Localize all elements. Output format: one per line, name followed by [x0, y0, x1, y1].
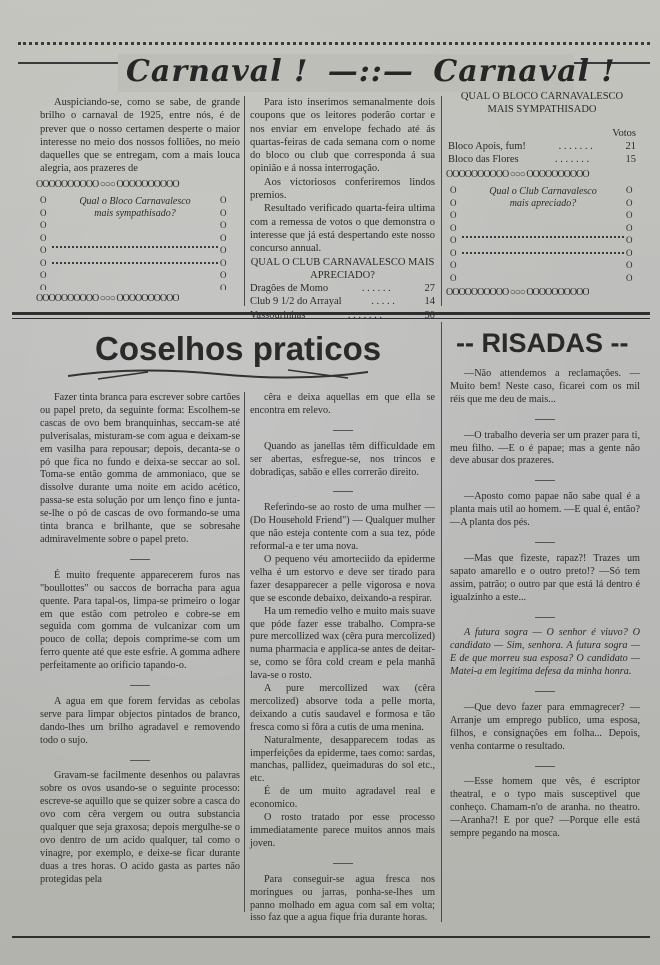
joke-separator — [450, 684, 640, 697]
paragraph-separator — [40, 753, 240, 766]
club-score-name: Dragões de Momo — [250, 283, 329, 295]
column-divider-4 — [441, 322, 442, 922]
carnaval-heading — [118, 54, 616, 92]
bloco-score-votes: 15 — [625, 154, 636, 166]
joke-item: —O trabalho deveria ser um prazer para ti, meu filho. —E o é papae; mas a gente não deve abusar dos prazeres. — [450, 429, 640, 467]
club-score-dots: . . . . . . — [361, 283, 391, 295]
votes-label: Votos — [612, 127, 636, 139]
tip-paragraph: Gravam-se facilmente desenhos ou palavras sobre os ovos usando-se o seguinte processo: escreve-se aquillo que se quizer sobre a casca do ovo com cêra vergem ou outra substancia qualquer que seja graxosa; depois mergulhe-se o ovo dentro de um acido qualquer, tal como o vinagre, por exemplo, e deixe-se ficar durante duas a tres horas. O acido gasta as partes não protegidas pela — [40, 770, 240, 885]
coupon-question — [462, 186, 624, 210]
paragraph-separator — [40, 678, 240, 691]
carnaval-title-right: Carnaval ! — [433, 54, 616, 89]
tip-paragraph: Ha um remedio velho e muito mais suave que póde fazer esse trabalho. Compra-se pure mercollized wax (cêra pura mercolized) numa pharmacia e applica-se antes de deitar-se, como se fôra cold cream e pela manhã lava-se o rosto. — [250, 605, 435, 682]
coupon-top-border: OOOOOOOOOO ○○○ OOOOOOOOOO — [36, 179, 179, 190]
bloco-score-name: Bloco Apois, fum! — [448, 140, 526, 152]
paragraph-separator — [250, 856, 435, 869]
coupon-top-border: OOOOOOOOOO ○○○ OOOOOOOOOO — [446, 169, 589, 180]
joke-item: —Mas que fizeste, rapaz?! Trazes um sapato amarello e o outro preto!? —Só tem assim, patrão; o outro par que está lá dentro é igualzinho a este... — [450, 552, 640, 603]
bloco-score-votes: 21 — [625, 140, 636, 152]
paragraph-separator — [40, 552, 240, 565]
coupon-question-line-1: Qual o Bloco Carnavalesco — [79, 196, 191, 207]
coupon-bottom-border: OOOOOOOOOO ○○○ OOOOOOOOOO — [446, 287, 589, 298]
joke-item: —Aposto como papae não sabe qual é a planta mais util ao homem. —E qual é, então? —A planta dos pés. — [450, 491, 640, 529]
title-swash-ornament — [58, 366, 378, 382]
carnaval-column-3 — [448, 90, 636, 166]
joke-item: —Não attendemos a reclamações. —Muito bem! Neste caso, ficarei com os mil réis que me deu de mais... — [450, 368, 640, 405]
coupon-left-border: O O O O O O O O — [40, 195, 47, 290]
tip-paragraph: Fazer tinta branca para escrever sobre cartões ou papel preto, da seguinte forma: Escolhem-se cascas de ovo bem branquinhas, seccam-se até pulverisalas, misturam-se com agua e deixam-se em vasilha para repousar; depois, decanta-se o pó que fica no fundo e deixa-se seccar ao sol. Toma-se então gomma de ammoniaco, que se dissolve durante uma noite em acido acético, passa-se esta solução por um lenço fino e junta-se-lhe o pó de cascas de ovo formando-se uma tinta branca e brilhante, que se sobresahe admiravelmente sobre o papel preto. — [40, 392, 240, 545]
tip-paragraph: Quando as janellas têm difficuldade em ser abertas, esfregue-se, nos trincos e dobradiças, sabão e elles correrão direito. — [250, 440, 435, 478]
coupon-answer-line-1[interactable] — [462, 236, 624, 238]
club-score-row — [250, 295, 435, 308]
coupon-question-line-1: Qual o Club Carnavalesco — [489, 186, 597, 197]
coupon-answer-line-1[interactable] — [52, 246, 218, 248]
joke-separator — [450, 610, 640, 623]
coselhos-praticos-heading: Coselhos praticos — [95, 330, 382, 367]
carnaval-intro: Auspiciando-se, como se sabe, de grande brilho o carnaval de 1925, entre nós, é de prever que o nosso certamen desperte o maior interesse no meio dos nossos folliões, no meio daquelles que se entregam, com a mais louca alegria, aos prazeres de — [40, 97, 240, 175]
coupon-right-border: O O O O O O O O — [626, 185, 633, 283]
contest-instructions: Para isto inserimos semanalmente dois coupons que os leitores poderão cortar e nos enviar em envelope fechado até ás quartas-feiras de cada semana com o nome do bloco ou club que corresponda á sua opinião e á nossa interrogação. — [250, 97, 435, 175]
bloco-score-dots: . . . . . . . — [558, 140, 593, 152]
contest-result-note: Resultado verificado quarta-feira ultima com a remessa de votos o que demonstra o interesse que já está despertando este nosso concurso annual. — [250, 203, 435, 255]
joke-item: —Que devo fazer para emmagrecer? —Arranje um emprego publico, uma esposa, filhos, e consignações em folha... Depois, venha contarme o resultado. — [450, 701, 640, 752]
joke-item: A futura sogra — O senhor é viuvo? O candidato — Sim, senhora. A futura sogra — E de que morreu sua esposa? O candidato — Matei-a em legitima defesa da minha honra. — [450, 627, 640, 678]
coselhos-column-left — [40, 392, 240, 887]
bloco-poll-heading: QUAL O BLOCO CARNAVALESCO MAIS SYMPATHISADO — [460, 91, 624, 116]
bloco-score-row — [448, 153, 636, 166]
paragraph-separator — [250, 423, 435, 436]
risadas-column — [450, 368, 640, 841]
section-divider-rule — [12, 312, 650, 315]
coupon-bottom-border: OOOOOOOOOO ○○○ OOOOOOOOOO — [36, 293, 179, 304]
tip-paragraph: É de um muito agradavel real e economico. — [250, 786, 435, 811]
club-score-name: Vassourinhas — [250, 309, 306, 321]
tip-paragraph: O pequeno véu amorteciido da epiderme velha é um estorvo e deve ser tirado para fazer desapparecer a pelle vigorosa e nova que se esconde debaixo, deixando-a respirar. — [250, 553, 435, 604]
bottom-rule — [12, 936, 650, 938]
tip-paragraph: Referindo-se ao rosto de uma mulher — (Do Household Friend") — Qualquer mulher que não esteja contente com a sua tez, póde reformal-a e ter uma nova. — [250, 502, 435, 553]
voting-coupon-club[interactable] — [446, 168, 640, 300]
column-divider-1 — [244, 96, 245, 306]
section-divider-rule-thin — [12, 318, 650, 319]
bloco-score-name: Bloco das Flores — [448, 154, 519, 166]
tip-paragraph: A pure mercollized wax (cêra mercolized) absorve toda a pelle morta, deixando a cutis saudavel e formosa e tão fresca como si fôra a cutis de uma menina. — [250, 683, 435, 733]
club-score-votes: 14 — [424, 296, 435, 308]
joke-separator — [450, 412, 640, 425]
carnaval-column-1 — [40, 96, 240, 176]
risadas-heading: -- RISADAS -- — [456, 328, 629, 358]
tip-paragraph: Para conseguir-se agua fresca nos moringues ou jarras, ponha-se-lhes um panno molhado em agua com sal em volta; isso faz que a agua fique fria durante horas. — [250, 873, 435, 924]
club-poll-heading: QUAL O CLUB CARNAVALESCO MAIS APRECIADO? — [250, 256, 435, 281]
coupon-answer-line-2[interactable] — [462, 252, 624, 254]
bloco-score-row — [448, 140, 636, 153]
club-score-row — [250, 309, 435, 322]
club-score-votes: 30 — [424, 309, 435, 321]
coupon-question — [52, 196, 218, 220]
contest-prizes: Aos victoriosos conferiremos lindos premios. — [250, 176, 435, 202]
coupon-left-border: O O O O O O O O — [450, 185, 457, 283]
top-dotted-border — [18, 42, 650, 49]
column-divider-3 — [244, 392, 245, 912]
bloco-score-dots: . . . . . . . — [554, 154, 590, 166]
coupon-question-line-2: mais apreciado? — [509, 198, 577, 209]
tip-paragraph: É muito frequente apparecerem furos nas "boullottes" ou saccos de borracha para agua quente. Para tapal-os, limpa-se primeiro o logar em que estão com petroleo e cobre-se em seguida com gomma de vulcanizar com um pouco de colla; depois comprime-se com um ferro quente até que este esfrie. A gomma adhere perfeitamente ao orificio tapando-o. — [40, 569, 240, 672]
coupon-question-line-2: mais sympathisado? — [94, 208, 176, 219]
voting-coupon-bloco[interactable] — [36, 178, 234, 306]
club-score-name: Club 9 1/2 do Arrayal — [250, 296, 342, 308]
tip-paragraph: O rosto tratado por esse processo immediatamente parece muitos annos mais joven. — [250, 812, 435, 849]
club-score-votes: 27 — [424, 283, 435, 295]
carnaval-title-separator: —::— — [327, 54, 414, 89]
club-score-dots: . . . . . — [371, 296, 395, 308]
joke-separator — [450, 535, 640, 548]
tip-paragraph: Naturalmente, desapparecem todas as imperfeições da epiderme, taes como: sardas, manchas, pallidez, queimaduras do sol etc., etc. — [250, 734, 435, 785]
column-divider-2 — [441, 96, 442, 306]
joke-separator — [450, 473, 640, 486]
carnaval-column-2 — [250, 96, 435, 322]
coselhos-column-right — [250, 392, 435, 925]
club-score-row — [250, 282, 435, 295]
joke-separator — [450, 759, 640, 772]
carnaval-title-left: Carnaval ! — [126, 54, 309, 89]
paragraph-separator — [250, 484, 435, 497]
tip-paragraph: A agua em que forem fervidas as cebolas serve para limpar objectos pintados de branco, dando-lhes um brilho agradavel e removendo todo o sujo. — [40, 695, 240, 746]
club-score-dots: . . . . . . . — [347, 309, 383, 321]
joke-item: —Esse homem que vês, é escriptor theatral, e o typo mais susceptivel que conheço. Chamam-n'o de aranha. no theatro. —Aranha?! E por que? —Porque elle está sempre pegando na mosca. — [450, 776, 640, 840]
coupon-right-border: O O O O O O O O — [220, 195, 227, 290]
coupon-answer-line-2[interactable] — [52, 262, 218, 264]
tip-paragraph: cêra e deixa aquellas em que ella se encontra em relevo. — [250, 392, 435, 416]
